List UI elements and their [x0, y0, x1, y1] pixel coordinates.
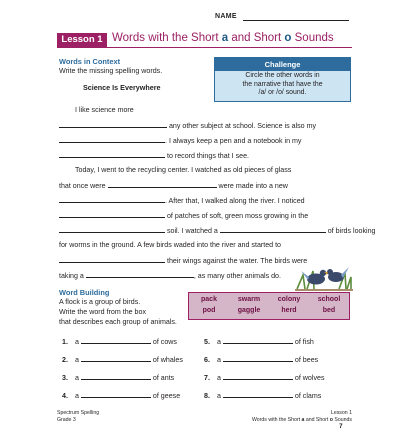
exercise-item: 6. a of bees	[204, 356, 319, 364]
title-rule	[57, 47, 352, 48]
answer-blank[interactable]	[223, 355, 293, 362]
exercise-item: 7. a of wolves	[204, 374, 325, 382]
lesson-title: Words with the Short a and Short o Sounds	[112, 32, 334, 44]
building-text-3: that describes each group of animals.	[59, 318, 177, 326]
footer-left: Spectrum Spelling Grade 3	[57, 410, 100, 423]
challenge-box	[214, 57, 351, 102]
section-heading-building: Word Building	[59, 288, 110, 297]
name-field[interactable]	[243, 20, 349, 21]
word-box-word: colony	[277, 296, 301, 303]
word-box-word: gaggle	[237, 307, 261, 314]
answer-blank[interactable]	[108, 181, 217, 188]
story-line-5: Today, I went to the recycling center. I watched as old pieces of glass	[75, 166, 292, 174]
answer-blank[interactable]	[81, 355, 151, 362]
name-label: NAME	[215, 13, 237, 20]
story-line-9: soil. I watched a of birds looking	[59, 226, 376, 236]
exercise-item: 1. a of cows	[62, 338, 177, 346]
answer-blank[interactable]	[86, 271, 194, 278]
context-instruction: Write the missing spelling words.	[59, 67, 163, 75]
story-line-10: for worms in the ground. A few birds waded into the river and started to	[59, 241, 281, 249]
answer-blank[interactable]	[59, 226, 165, 233]
word-box-word: pod	[202, 307, 216, 314]
exercise-item: 5. a of fish	[204, 338, 314, 346]
answer-blank[interactable]	[59, 136, 165, 143]
exercise-item: 4. a of geese	[62, 392, 181, 400]
answer-blank[interactable]	[223, 337, 293, 344]
footer-right: Lesson 1 Words with the Short a and Short o Sounds	[252, 410, 352, 423]
word-box	[188, 292, 350, 320]
word-box-word: pack	[201, 296, 217, 303]
story-line-6: that once were were made into a new	[59, 182, 288, 190]
answer-blank[interactable]	[223, 391, 293, 398]
answer-blank[interactable]	[59, 211, 165, 218]
answer-blank[interactable]	[59, 256, 165, 263]
building-text-1: A flock is a group of birds.	[59, 298, 141, 306]
story-line-1: I like science more	[75, 106, 134, 114]
story-line-2: any other subject at school. Science is also my	[59, 121, 316, 131]
story-line-11: their wings against the water. The birds were	[59, 256, 307, 266]
answer-blank[interactable]	[220, 226, 326, 233]
challenge-text: Circle the other words in the narrative that have the /a/ or /o/ sound.	[242, 72, 323, 97]
answer-blank[interactable]	[59, 121, 167, 128]
word-box-word: bed	[322, 307, 336, 314]
story-line-3: . I always keep a pen and a notebook in my	[59, 136, 301, 146]
story-title: Science Is Everywhere	[83, 83, 161, 92]
challenge-heading: Challenge	[215, 58, 350, 71]
answer-blank[interactable]	[59, 196, 165, 203]
word-box-word: school	[317, 296, 341, 303]
word-box-word: swarm	[237, 296, 261, 303]
birds-in-grass-icon	[295, 253, 353, 291]
story-line-4: to record things that I see.	[59, 151, 249, 161]
building-text-2: Write the word from the box	[59, 308, 146, 316]
page-number: 7	[339, 423, 343, 430]
answer-blank[interactable]	[223, 373, 293, 380]
answer-blank[interactable]	[81, 391, 151, 398]
lesson-badge: Lesson 1	[57, 33, 107, 47]
story-line-12: taking a , as many other animals do.	[59, 272, 281, 280]
answer-blank[interactable]	[59, 151, 165, 158]
answer-blank[interactable]	[81, 373, 151, 380]
exercise-item: 8. a of clams	[204, 392, 322, 400]
exercise-item: 3. a of ants	[62, 374, 175, 382]
section-heading-context: Words in Context	[59, 57, 121, 66]
exercise-item: 2. a of whales	[62, 356, 183, 364]
answer-blank[interactable]	[81, 337, 151, 344]
story-line-7: . After that, I walked along the river. I noticed	[59, 196, 305, 206]
word-box-word: herd	[281, 307, 297, 314]
story-line-8: of patches of soft, green moss growing in the	[59, 211, 308, 221]
